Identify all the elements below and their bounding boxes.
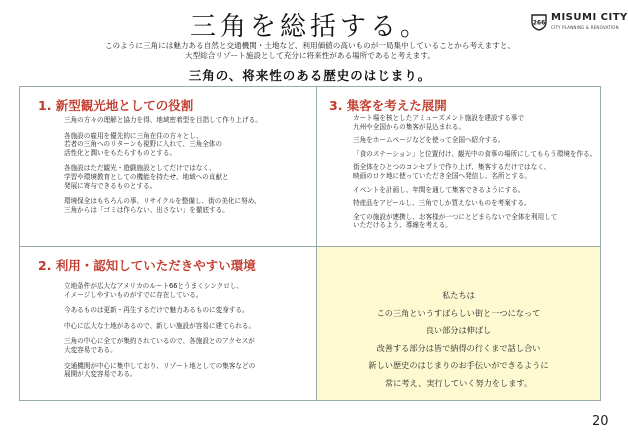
text-line: 活性化と潤いをもたらすものとする。 [64,148,177,157]
svg-text:266: 266 [532,19,546,27]
paragraph [64,282,310,299]
paragraph [64,362,310,379]
text-line: 学習や環境教育としての機能を持たせ、地域への貢献と [64,172,229,181]
logo-tagline: CITY PLANNING & RENOVATION [551,25,619,30]
text-line: 三角の中心に全てが集約されているので、各施設とのアクセスが [64,337,255,346]
text-line: 今あるものは更新・再生するだけで魅力あるものに変身する。 [64,306,249,315]
text-line: 各施設はただ観光・遊戯施設としてだけではなく、 [64,164,216,173]
paragraph [64,164,310,190]
text-line: 三角からは「ゴミは作らない、出さない」を徹底する。 [64,205,229,214]
section-body [64,116,310,221]
text-line: カート場を核としたアミューズメント施設を建設する事で [353,114,524,122]
text-line: 全ての施設が連携し、お客様が一つにとどまらないで全体を利用して [353,212,558,221]
text-line: 九州や全国からの集客が見込まれる。 [353,122,466,131]
message-line: 新しい歴史のはじまりのお手伝いができるように [368,360,549,370]
intro-line: 大型総合リゾート施設として充分に将来性がある場所であると考えます。 [185,51,435,60]
text-line: 三角の方々の理解と協力を得、地域密着型を目指して作り上げる。 [64,116,262,124]
text-line: 若者の三角へのリターンも視野に入れて、三角全体の [64,140,222,149]
text-line: 映画のロケ地に使っていただき全国へ発信し、名所とする。 [353,171,532,180]
section-accessible-environment [20,247,317,400]
message-line: 常に考え、実行していく努力をします。 [384,377,533,388]
text-line: イベントを計画し、年間を通して集客できるようにする。 [353,185,525,194]
section-body [64,282,310,386]
message-line: 私たちは [442,290,475,300]
text-line: 三角をホームページなどを使って全国へ紹介する。 [353,136,505,145]
text-line: 各施設の雇用を優先的に三角在住の方々とし、 [64,131,203,140]
text-line: いただけるよう、導線を考える。 [353,221,452,230]
brand-logo [530,12,628,38]
summary-grid [19,86,601,401]
paragraph [353,186,594,195]
section-heading: 1. 新型観光地としての役割 [38,98,194,113]
section-body [353,114,597,230]
text-line: 展開が大変容易である。 [64,370,137,379]
text-line: 環境保全はもちろんの事、リサイクルを整備し、街の美化に努め、 [64,197,261,206]
section-attracting-visitors [317,87,600,247]
paragraph [64,197,310,214]
message-line: この三角というすばらしい街と一つになって [376,307,541,318]
intro-line: このように三角には魅力ある自然と交通機関・土地など、利用価値の高いものが一局集中していることから考えますと、 [104,41,516,50]
text-line: 特産品をアピールし、三角でしか買えないものを考案する。 [353,199,531,208]
message-line: 改善する部分は皆で納得の行くまで話し合い [376,342,541,353]
text-line: 交通機関が中心に集中しており、リゾート地としての集客などの [64,361,256,370]
paragraph [353,199,594,208]
paragraph [353,163,594,180]
text-line: 立地条件が広大なアメリカのルート66とうまくシンクロし、 [64,282,244,290]
paragraph [64,132,310,158]
paragraph [353,149,597,159]
text-line: 街全体をひとつのコンセプトで作り上げ、集客するだけではなく、 [353,163,551,172]
section-heading: 3. 集客を考えた展開 [329,98,447,113]
section-tourism-role [20,87,317,247]
paragraph [64,116,310,125]
intro-text [40,41,580,61]
paragraph [64,306,310,315]
paragraph [64,337,310,354]
page-title: 三角を総括する。 [189,12,430,42]
page-number: 20 [592,414,609,429]
paragraph [353,114,594,131]
page-subtitle: 三角の、将来性のある歴史のはじまり。 [188,68,432,83]
paragraph [64,322,310,331]
message-line: 良い部分は伸ばし [425,325,492,335]
section-heading: 2. 利用・認知していただきやすい環境 [38,258,256,273]
logo-name: MISUMI CITY [551,12,628,23]
paragraph [353,136,594,145]
paragraph [353,213,594,230]
text-line: 大変容易である。 [64,345,117,354]
text-line: イメージしやすいものがすでに存在している。 [64,290,203,299]
commitment-message [317,287,600,392]
text-line: 中心に広大な土地があるので、新しい施設が容易に建てられる。 [64,321,256,330]
text-line: 「食のステーション」と位置付け、観光中の食事の場所にしてもらう環境を作る。 [353,149,597,158]
commitment-message-box [317,247,600,400]
text-line: 発展に寄与できるものとする。 [64,181,157,190]
route-shield-icon [530,13,548,31]
